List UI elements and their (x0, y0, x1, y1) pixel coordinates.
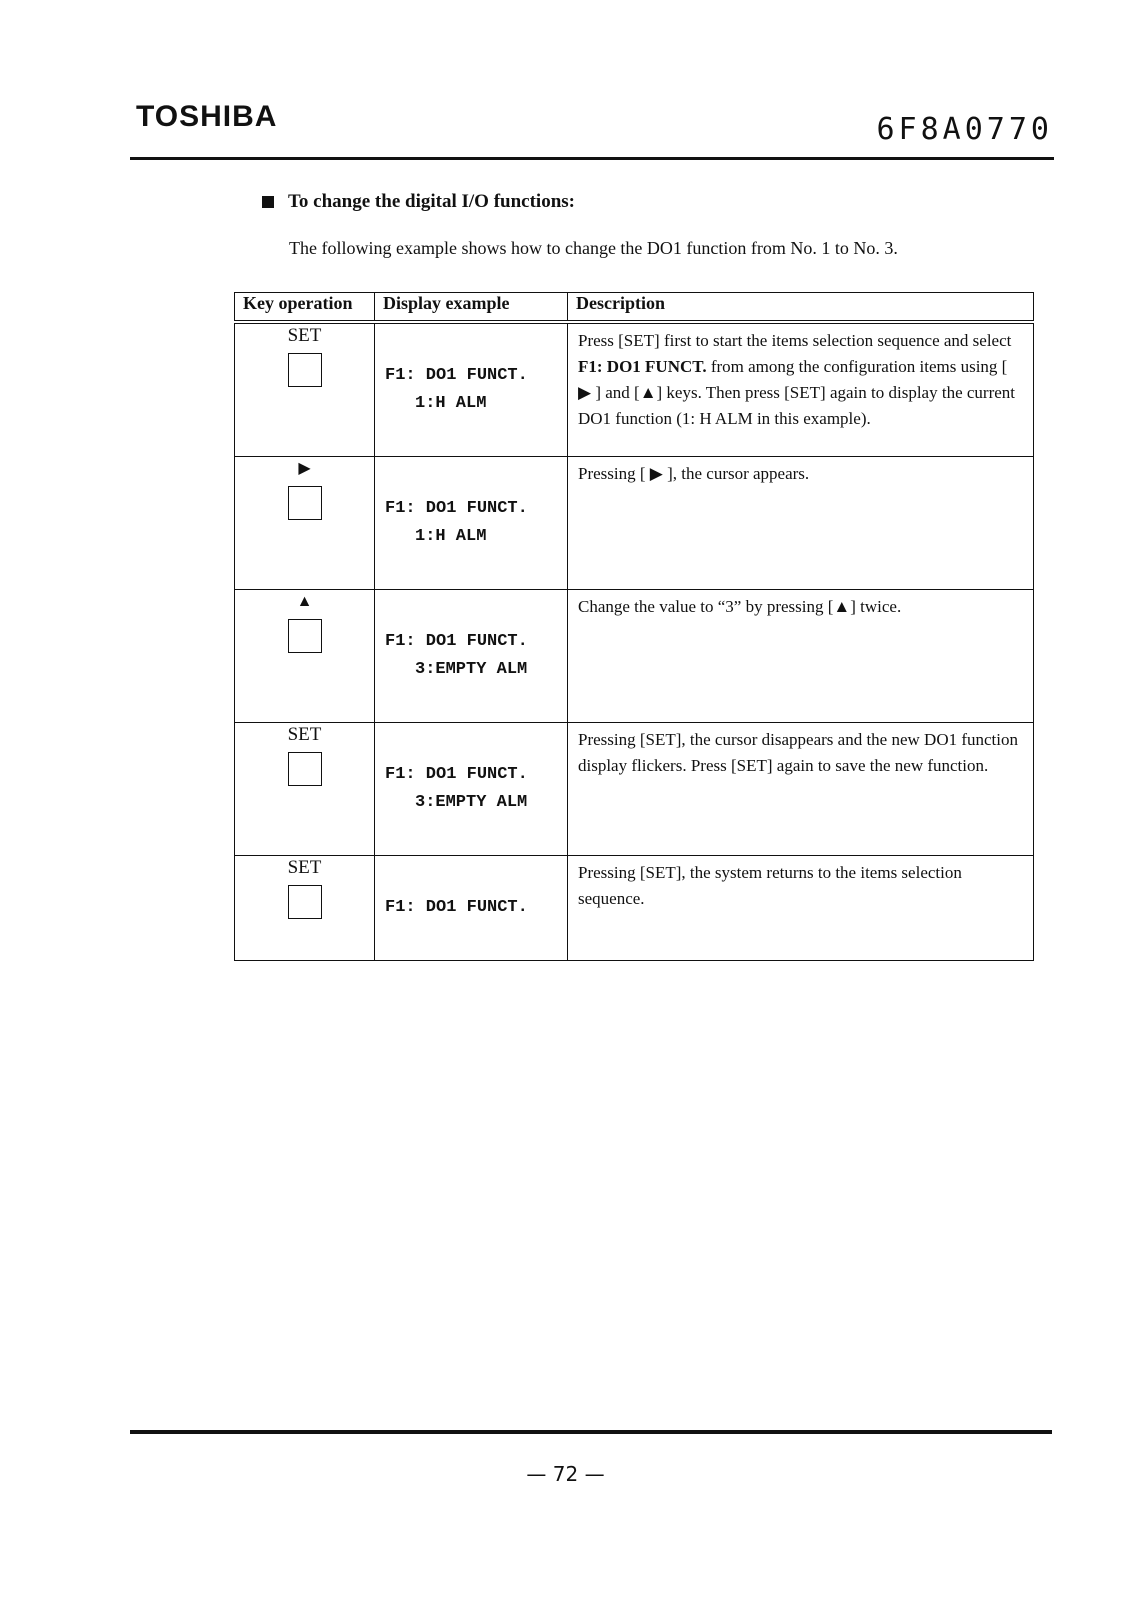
column-header-description: Description (568, 293, 1034, 323)
display-line-1: F1: DO1 FUNCT. (385, 898, 528, 917)
description-text: Press [SET] first to start the items selection sequence and select (578, 331, 1012, 350)
display-line-2: 1:H ALM (415, 394, 487, 413)
column-header-key-operation: Key operation (235, 293, 375, 323)
key-button-icon (288, 752, 322, 786)
section-heading-text: To change the digital I/O functions: (288, 191, 575, 212)
description-text: Pressing [SET], the system returns to the items selection sequence. (578, 863, 962, 908)
description-cell (568, 856, 1034, 961)
display-example-cell (375, 856, 568, 961)
display-line-1: F1: DO1 FUNCT. (385, 765, 528, 784)
key-label: SET (287, 325, 322, 346)
up-arrow-icon: ▲ (296, 593, 313, 610)
description-bold-text: F1: DO1 FUNCT. (578, 357, 707, 376)
description-cell (568, 723, 1034, 856)
description-cell (568, 590, 1034, 723)
key-operation-cell (235, 590, 375, 723)
footer-rule (130, 1430, 1052, 1434)
procedure-table (234, 292, 1034, 961)
table-row (235, 322, 1034, 457)
header-rule (130, 157, 1054, 160)
key-label: SET (287, 857, 322, 878)
right-arrow-icon: ▶ (298, 460, 311, 477)
page-number: — 72 — (526, 1462, 605, 1486)
display-line-1: F1: DO1 FUNCT. (385, 632, 528, 651)
key-button-icon (288, 486, 322, 520)
description-cell (568, 457, 1034, 590)
document-number: 6F8A0770 (876, 112, 1053, 147)
table-row (235, 590, 1034, 723)
display-line-2: 1:H ALM (415, 527, 487, 546)
display-line-1: F1: DO1 FUNCT. (385, 366, 528, 385)
bullet-square-icon (262, 196, 274, 208)
display-example-cell (375, 590, 568, 723)
display-example-cell (375, 322, 568, 457)
table-header-row (235, 293, 1034, 323)
description-text: Pressing [ ▶ ], the cursor appears. (578, 464, 810, 483)
key-button-icon (288, 885, 322, 919)
table-row (235, 856, 1034, 961)
key-operation-cell (235, 723, 375, 856)
description-text: Change the value to “3” by pressing [▲] twice. (578, 597, 902, 616)
key-button-icon (288, 619, 322, 653)
key-operation-cell (235, 457, 375, 590)
display-line-1: F1: DO1 FUNCT. (385, 499, 528, 518)
description-cell (568, 322, 1034, 457)
column-header-display-example: Display example (375, 293, 568, 323)
section-heading (262, 191, 575, 213)
description-text: from among the configuration items using [ ▶ ] and [▲] keys. Then press [SET] again to display the current DO1 function (1: H ALM in this example). (578, 357, 1015, 428)
display-line-2: 3:EMPTY ALM (415, 660, 528, 679)
key-button-icon (288, 353, 322, 387)
key-operation-cell (235, 856, 375, 961)
key-operation-cell (235, 322, 375, 457)
intro-paragraph: The following example shows how to change the DO1 function from No. 1 to No. 3. (289, 238, 898, 258)
table-row (235, 457, 1034, 590)
table-row (235, 723, 1034, 856)
description-text: Pressing [SET], the cursor disappears and the new DO1 function display flickers. Press [SET] again to save the new function. (578, 730, 1019, 775)
brand-logo: TOSHIBA (136, 100, 278, 133)
display-line-2: 3:EMPTY ALM (415, 793, 528, 812)
display-example-cell (375, 457, 568, 590)
display-example-cell (375, 723, 568, 856)
key-label: SET (287, 724, 322, 745)
